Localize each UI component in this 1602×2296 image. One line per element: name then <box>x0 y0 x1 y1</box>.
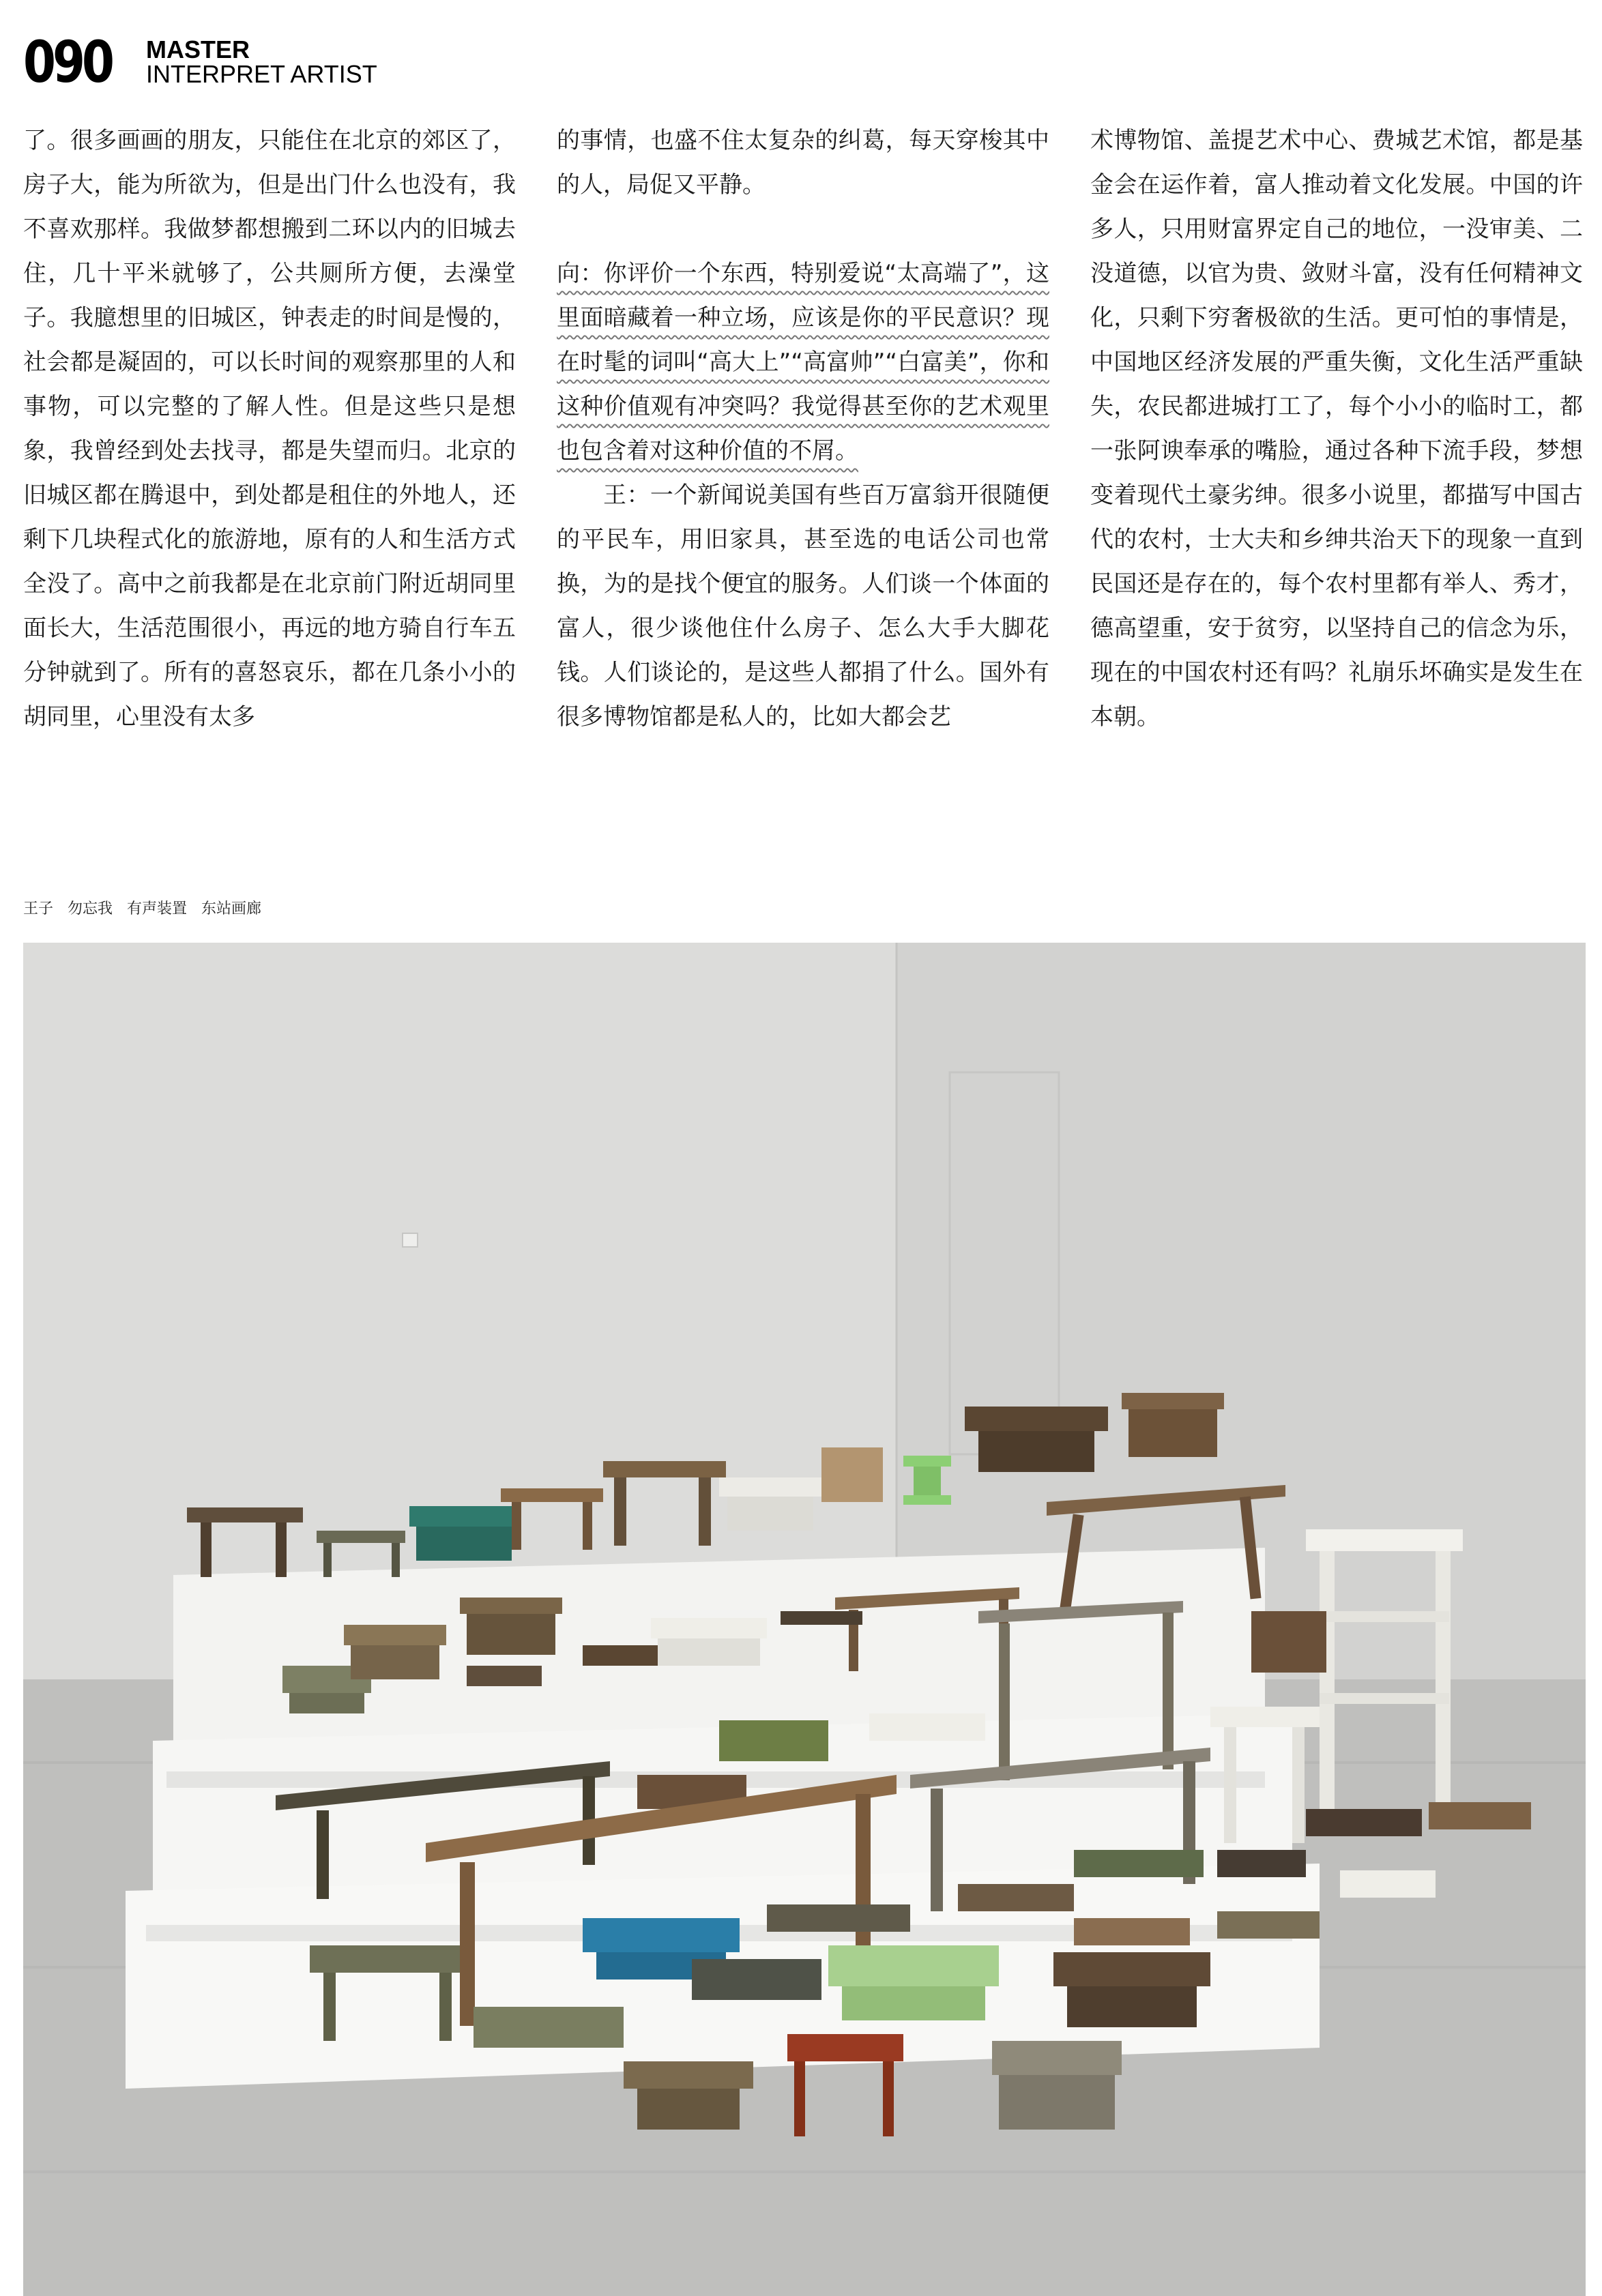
section-titles <box>146 35 377 87</box>
installation-photo <box>23 943 1586 2296</box>
paragraph: 的事情，也盛不住太复杂的纠葛，每天穿梭其中的人，局促又平静。 <box>557 127 1049 198</box>
text-column-1 <box>23 119 516 739</box>
paragraph: 了。很多画画的朋友，只能住在北京的郊区了，房子大，能为所欲为，但是出门什么也没有，我不喜欢那样。我做梦都想搬到二环以内的旧城去住，几十平米就够了，公共厕所方便，去澡堂子。我臆想里的旧城区，钟表走的时间是慢的，社会都是凝固的，可以长时间的观察那里的人和事物，可以完整的了解人性。但是这些只是想象，我曾经到处去找寻，都是失望而归。北京的旧城区都在腾退中，到处都是租住的外地人，还剩下几块程式化的旅游地，原有的人和生活方式全没了。高中之前我都是在北京前门附近胡同里面长大，生活范围很小，再远的地方骑自行车五分钟就到了。所有的喜怒哀乐，都在几条小小的胡同里，心里没有太多 <box>23 127 516 731</box>
interview-answer: 王：一个新闻说美国有些百万富翁开很随便的平民车，用旧家具，甚至选的电话公司也常换，为的是找个便宜的服务。人们谈一个体面的富人，很少谈他住什么房子、怎么大手大脚花钱。人们谈论的，是这些人都捐了什么。国外有很多博物馆都是私人的，比如大都会艺 <box>557 482 1049 731</box>
question-text: 向：你评价一个东西，特别爱说“太高端了”，这里面暗藏着一种立场，应该是你的平民意识？现在时髦的词叫“高大上”“高富帅”“白富美”，你和这种价值观有冲突吗？我觉得甚至你的艺术观里也包含着对这种价值的不屑。 <box>557 260 1049 465</box>
photo-illustration <box>23 943 1586 2296</box>
page-header <box>23 29 377 95</box>
page-number: 090 <box>23 29 112 95</box>
interview-question <box>557 252 1049 473</box>
paragraph: 术博物馆、盖提艺术中心、费城艺术馆，都是基金会在运作着，富人推动着文化发展。中国的许多人，只用财富界定自己的地位，一没审美、二没道德，以官为贵、敛财斗富，没有任何精神文化，只剩下穷奢极欲的生活。更可怕的事情是，中国地区经济发展的严重失衡，文化生活严重缺失，农民都进城打工了，每个小小的临时工，都一张阿谀奉承的嘴脸，通过各种下流手段，梦想变着现代土豪劣绅。很多小说里，都描写中国古代的农村，士大夫和乡绅共治天下的现象一直到民国还是存在的，每个农村里都有举人、秀才，德高望重，安于贫穷，以坚持自己的信念为乐，现在的中国农村还有吗？礼崩乐坏确实是发生在本朝。 <box>1090 127 1583 731</box>
text-column-2 <box>557 119 1049 739</box>
text-column-3 <box>1090 119 1583 739</box>
section-title: MASTER <box>146 35 250 63</box>
photo-caption: 王子 勿忘我 有声装置 东站画廊 <box>23 900 261 917</box>
subsection-title: INTERPRET ARTIST <box>146 60 377 88</box>
